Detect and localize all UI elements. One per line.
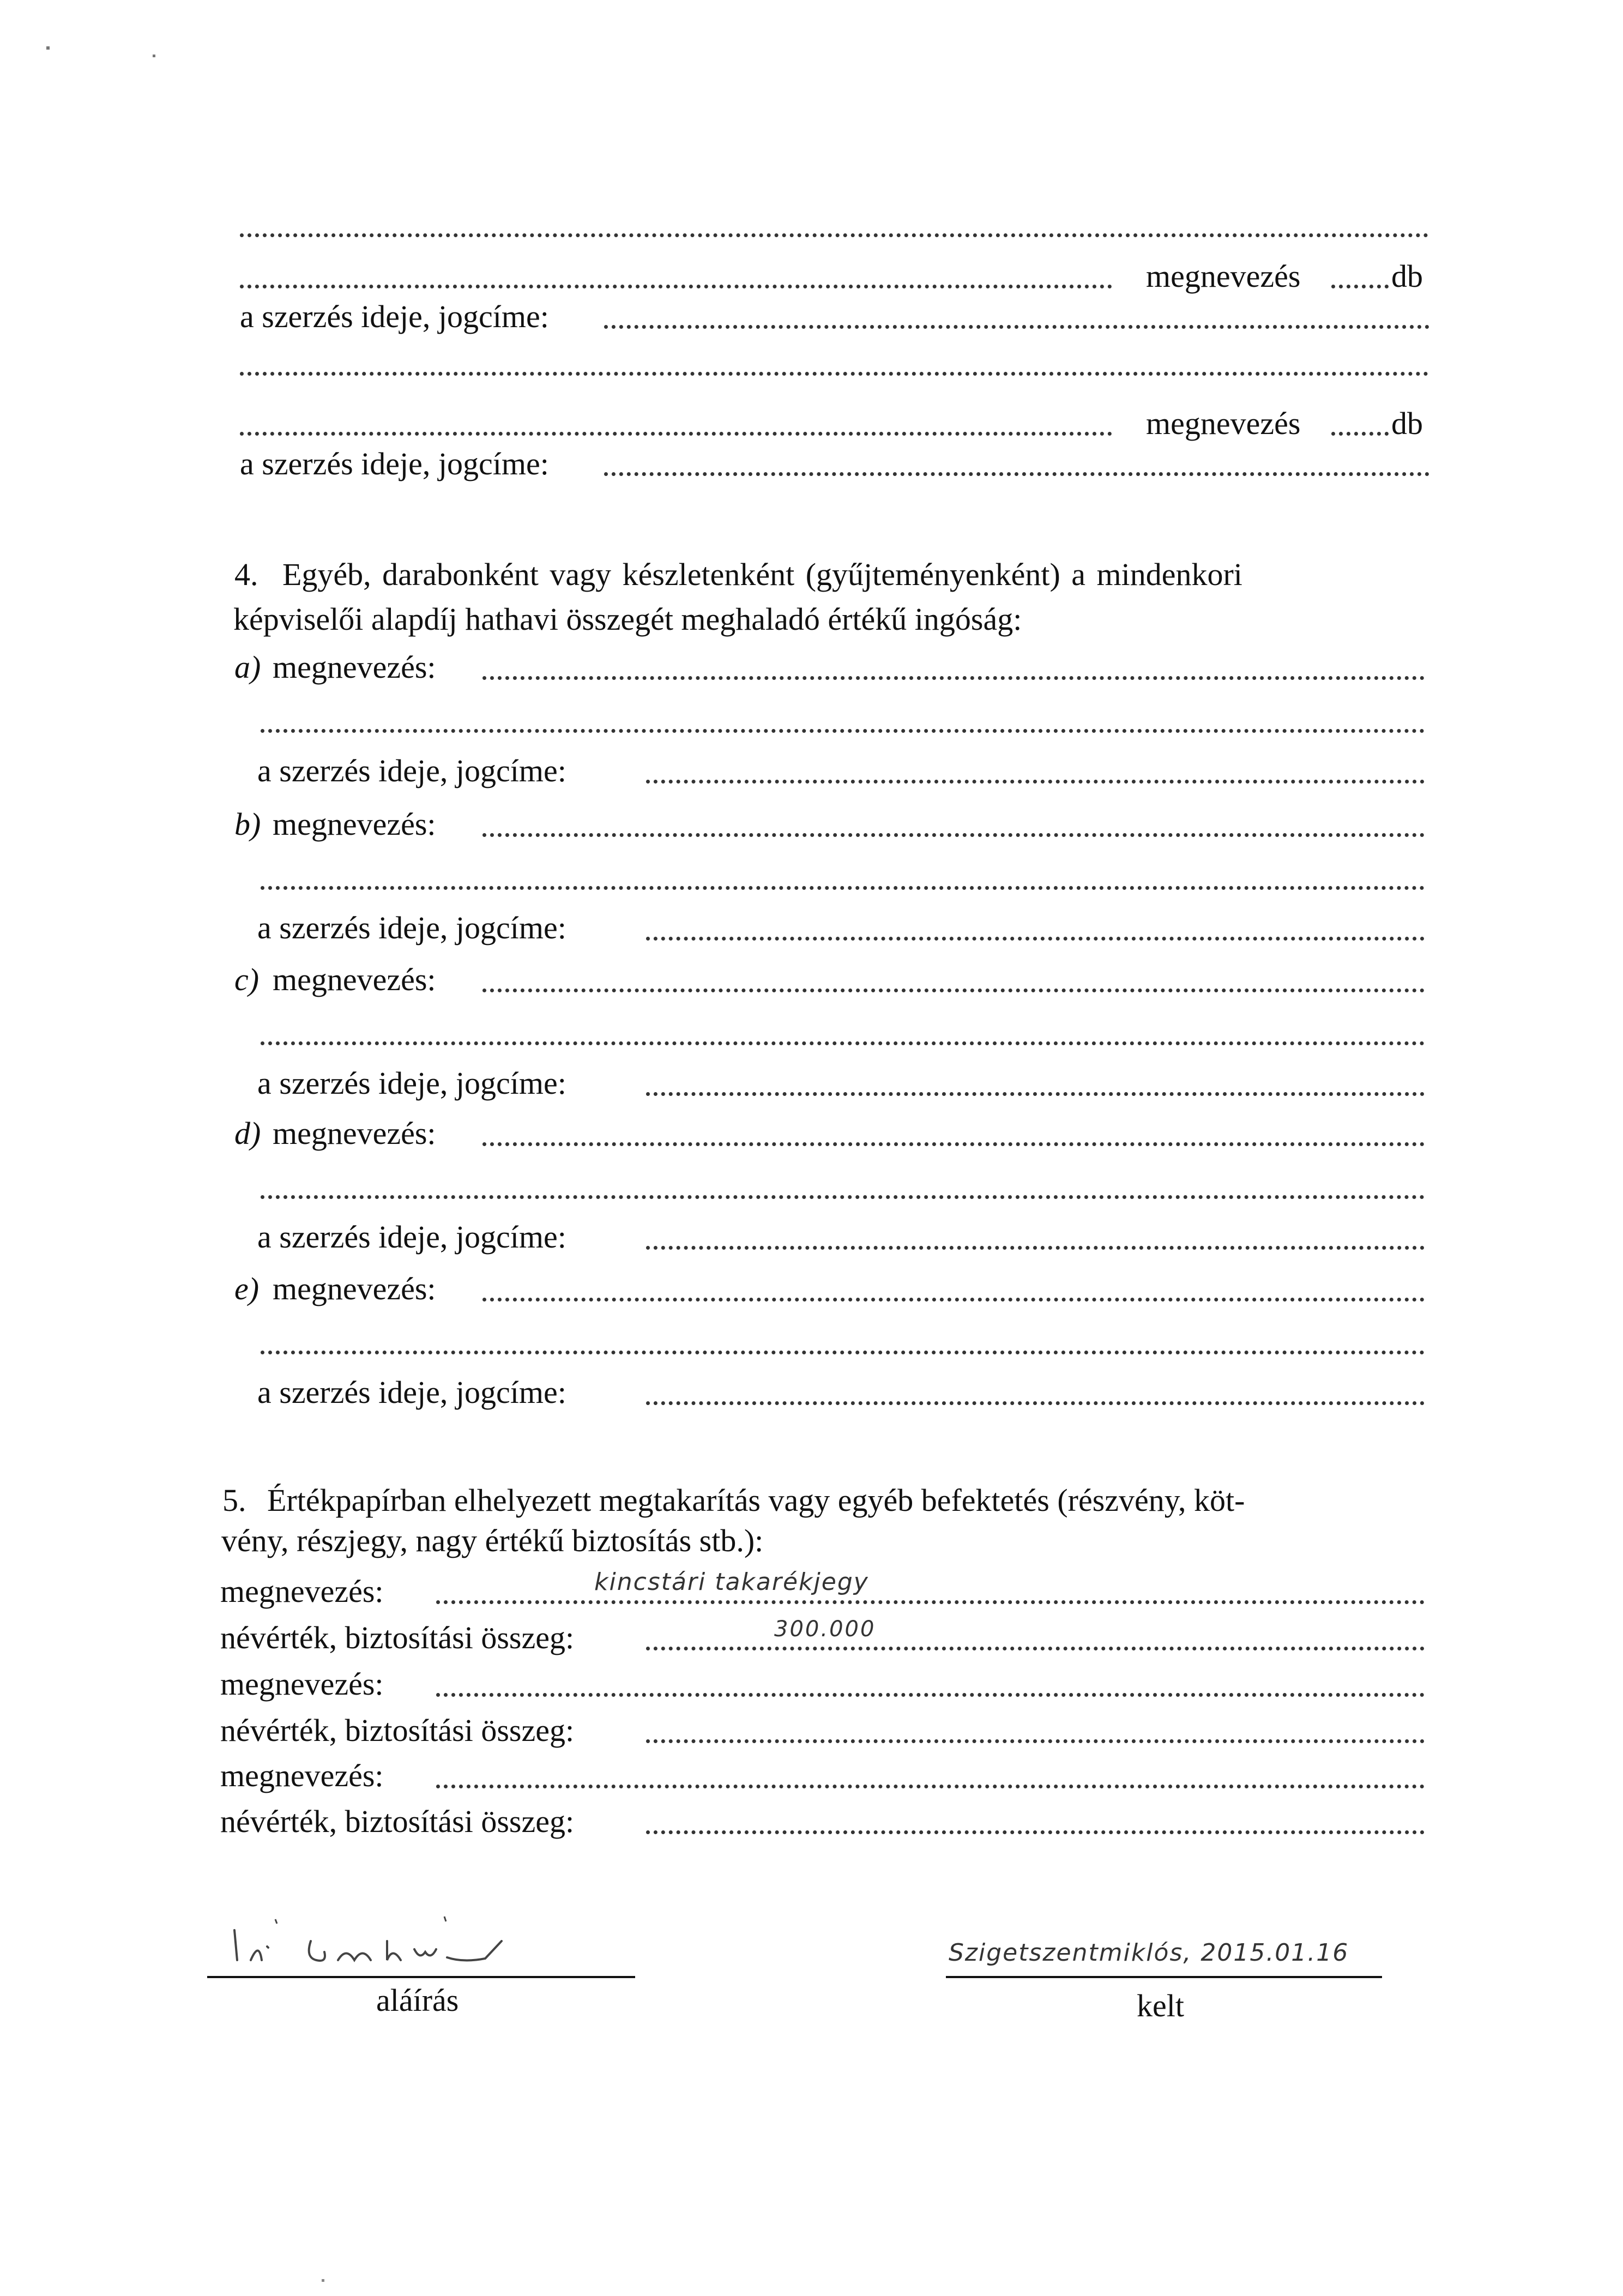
fill-line[interactable] [1331,285,1389,288]
handwritten-name: kincstári takarékjegy [594,1568,869,1596]
fill-line[interactable] [261,886,1425,890]
fill-line[interactable] [646,937,1425,941]
signature-mark [229,1908,534,1985]
acq-label: a szerzés ideje, jogcíme: [240,299,549,334]
fill-line[interactable] [482,989,1425,992]
fill-line[interactable] [240,372,1428,376]
fill-line[interactable] [261,729,1425,733]
fill-line[interactable] [240,432,1112,436]
name-label: megnevezés [1146,258,1301,294]
signature-line[interactable] [207,1976,635,1978]
acq-label: a szerzés ideje, jogcíme: [240,446,549,481]
fill-line[interactable] [261,1195,1425,1199]
name-label: megnevezés: [273,806,436,842]
fill-line[interactable] [646,1830,1425,1834]
name-label: megnevezés [1146,406,1301,441]
item-letter: b) [234,806,261,842]
name-label: megnevezés: [273,962,436,997]
fill-line[interactable] [646,1401,1425,1405]
fill-line[interactable] [240,233,1428,237]
fill-line[interactable] [436,1785,1425,1788]
fill-line[interactable] [646,1246,1425,1250]
item-letter: d) [234,1116,261,1151]
name-label: megnevezés: [220,1758,384,1793]
fill-line[interactable] [436,1693,1425,1697]
value-label: névérték, biztosítási összeg: [220,1804,575,1839]
handwritten-value: 300.000 [774,1617,876,1642]
section-number: 4. [234,557,258,592]
fill-line[interactable] [646,1092,1425,1096]
unit-label: db [1391,258,1423,294]
handwritten-date: Szigetszentmiklós, 2015.01.16 [949,1939,1349,1967]
unit-label: db [1391,406,1423,441]
fill-line[interactable] [240,285,1112,288]
date-line[interactable] [946,1976,1382,1978]
fill-line[interactable] [604,325,1429,329]
fill-line[interactable] [436,1600,1425,1604]
fill-line[interactable] [482,1298,1425,1301]
scan-speck [322,2279,324,2282]
fill-line[interactable] [646,1739,1425,1743]
value-label: névérték, biztosítási összeg: [220,1620,575,1655]
acq-label: a szerzés ideje, jogcíme: [257,1375,566,1410]
fill-line[interactable] [482,1142,1425,1146]
section-heading-line: vény, részjegy, nagy értékű biztosítás stb.): [221,1523,764,1558]
signature-label: aláírás [376,1982,459,2018]
acq-label: a szerzés ideje, jogcíme: [257,1065,566,1101]
name-label: megnevezés: [220,1574,384,1609]
name-label: megnevezés: [273,1116,436,1151]
name-label: megnevezés: [273,1271,436,1306]
date-label: kelt [1137,1988,1184,2023]
item-letter: c) [234,962,260,997]
acq-label: a szerzés ideje, jogcíme: [257,1219,566,1255]
name-label: megnevezés: [273,649,436,685]
acq-label: a szerzés ideje, jogcíme: [257,753,566,788]
item-letter: e) [234,1271,260,1306]
fill-line[interactable] [646,1647,1425,1650]
fill-line[interactable] [482,676,1425,680]
fill-line[interactable] [482,833,1425,837]
fill-line[interactable] [1331,432,1389,436]
scan-speck [46,46,50,50]
fill-line[interactable] [646,780,1425,784]
section-number: 5. [222,1483,246,1518]
item-letter: a) [234,649,261,685]
fill-line[interactable] [604,472,1429,476]
acq-label: a szerzés ideje, jogcíme: [257,910,566,945]
fill-line[interactable] [261,1041,1425,1045]
value-label: névérték, biztosítási összeg: [220,1713,575,1748]
section-heading-line: képviselői alapdíj hathavi összegét meghaladó értékű ingóság: [233,601,1022,637]
section-heading-line: Egyéb, darabonként vagy készletenként (gyűjteményenként) a mindenkori [282,557,1242,592]
name-label: megnevezés: [220,1666,384,1702]
fill-line[interactable] [261,1351,1425,1354]
scan-speck [153,55,155,57]
section-heading-line: Értékpapírban elhelyezett megtakarítás vagy egyéb befektetés (részvény, köt- [267,1483,1245,1518]
